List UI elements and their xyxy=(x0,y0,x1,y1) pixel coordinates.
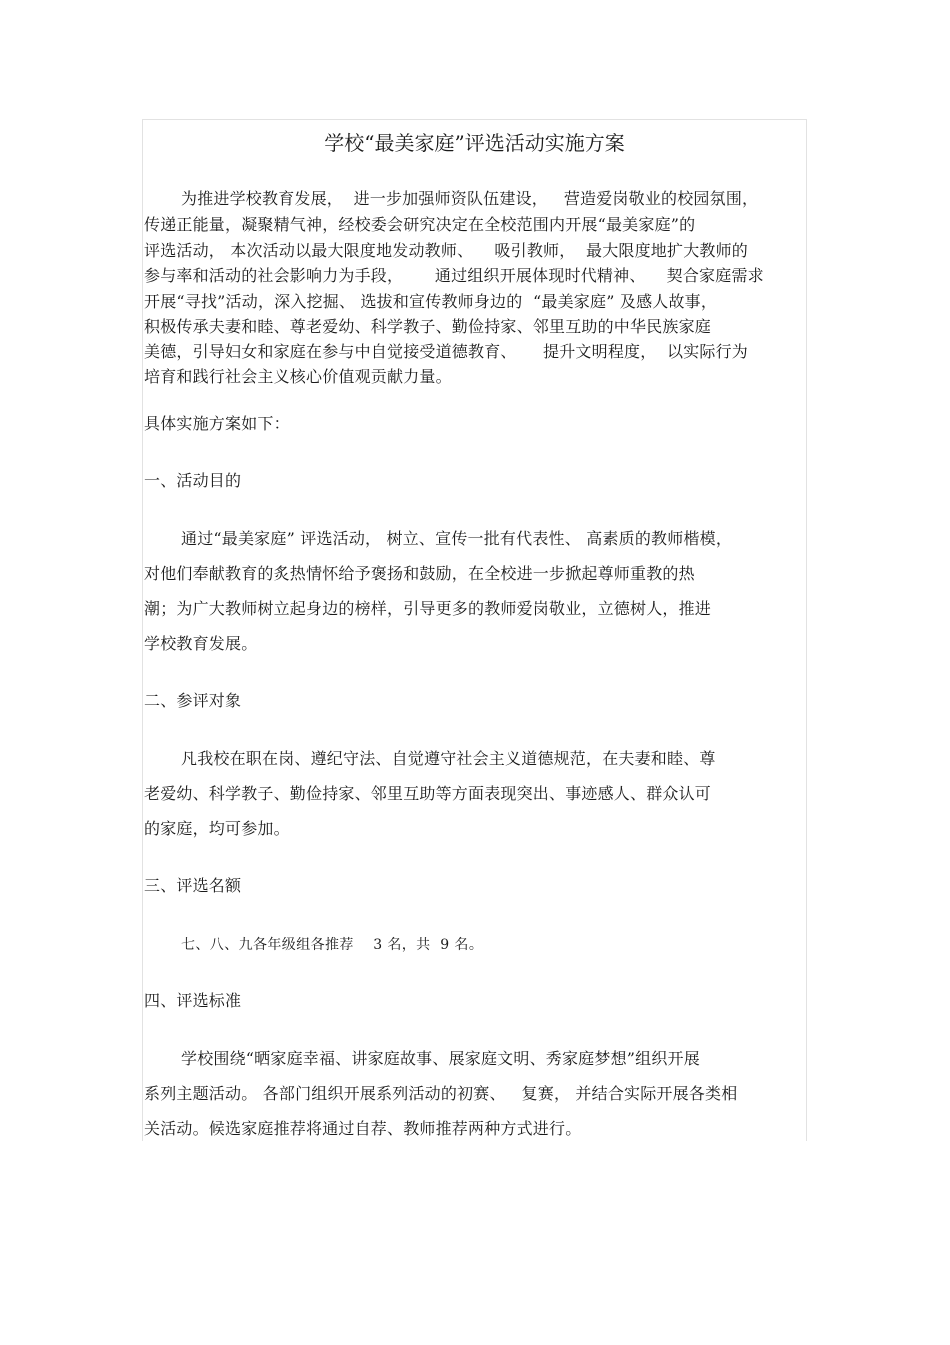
intro-line: 传递正能量，凝聚精气神，经校委会研究决定在全校范围内开展“最美家庭”的 xyxy=(144,215,696,234)
section-line: 凡我校在职在岗、遵纪守法、自觉遵守社会主义道德规范，在夫妻和睦、尊 xyxy=(181,749,716,768)
section-heading: 二、参评对象 xyxy=(144,691,242,710)
page-frame-left-border xyxy=(142,119,143,1141)
section-line: 对他们奉献教育的炙热情怀给予褒扬和鼓励，在全校进一步掀起尊师重教的热 xyxy=(144,564,695,583)
section-line: 老爱幼、科学教子、勤俭持家、邻里互助等方面表现突出、事迹感人、群众认可 xyxy=(144,784,712,803)
intro-line: 评选活动， 本次活动以最大限度地发动教师、 吸引教师， 最大限度地扩大教师的 xyxy=(144,241,749,260)
section-heading: 四、评选标准 xyxy=(144,991,242,1010)
intro-line: 美德，引导妇女和家庭在参与中自觉接受道德教育、 提升文明程度， 以实际行为 xyxy=(144,342,749,361)
section-heading: 三、评选名额 xyxy=(144,876,242,895)
section-line: 潮；为广大教师树立起身边的榜样，引导更多的教师爱岗敬业，立德树人，推进 xyxy=(144,599,712,618)
intro-line: 开展“寻找”活动，深入挖掘、 选拔和宣传教师身边的 “最美家庭” 及感人故事， xyxy=(144,292,718,311)
plan-intro: 具体实施方案如下： xyxy=(144,414,290,433)
section-line: 学校教育发展。 xyxy=(144,634,258,653)
section-line: 学校围绕“晒家庭幸福、讲家庭故事、展家庭文明、秀家庭梦想”组织开展 xyxy=(181,1049,700,1068)
document-title: 学校“最美家庭”评选活动实施方案 xyxy=(324,131,625,155)
intro-line: 参与率和活动的社会影响力为手段， 通过组织开展体现时代精神、 契合家庭需求 xyxy=(144,266,764,285)
section-line: 的家庭，均可参加。 xyxy=(144,819,290,838)
intro-line: 培育和践行社会主义核心价值观贡献力量。 xyxy=(144,367,452,386)
page-frame-top-border xyxy=(142,119,807,120)
section-line: 七、八、九各年级组各推荐 3 名，共 9 名。 xyxy=(181,937,484,953)
section-line: 通过“最美家庭” 评选活动， 树立、宣传一批有代表性、 高素质的教师楷模， xyxy=(181,529,733,548)
section-line: 关活动。候选家庭推荐将通过自荐、教师推荐两种方式进行。 xyxy=(144,1119,582,1138)
intro-line: 为推进学校教育发展， 进一步加强师资队伍建设， 营造爱岗敬业的校园氛围， xyxy=(181,189,759,208)
section-heading: 一、活动目的 xyxy=(144,471,242,490)
intro-line: 积极传承夫妻和睦、尊老爱幼、科学教子、勤俭持家、邻里互助的中华民族家庭 xyxy=(144,317,712,336)
section-line: 系列主题活动。 各部门组织开展系列活动的初赛、 复赛， 并结合实际开展各类相 xyxy=(144,1084,738,1103)
page-frame-right-border xyxy=(806,119,807,1141)
